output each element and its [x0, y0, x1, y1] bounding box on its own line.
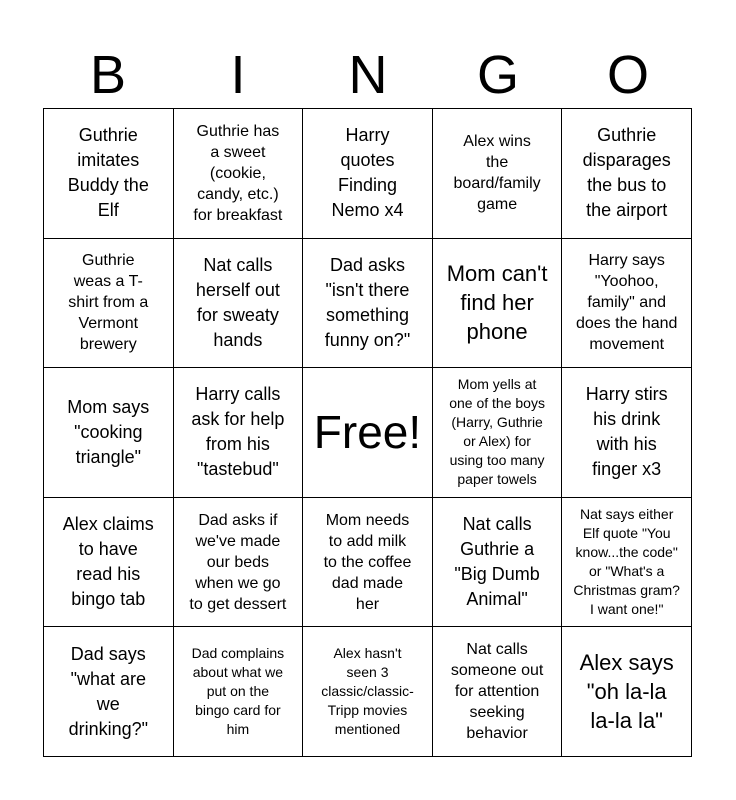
bingo-header [43, 44, 693, 106]
cell-text: Nat calls someone out for attention seeking behavior [450, 641, 544, 743]
cell-text: Nat calls Guthrie a "Big Dumb Animal" [454, 514, 540, 610]
bingo-cell [433, 498, 563, 628]
header-letter-i: I [230, 45, 246, 105]
cell-text: Mom yells at one of the boys (Harry, Guthrie or Alex) for using too many paper towels [449, 376, 545, 488]
cell-text: Dad says "what are we drinking?" [68, 643, 149, 739]
free-space [303, 368, 433, 498]
bingo-cell [174, 368, 304, 498]
header-letter-g: G [476, 45, 519, 105]
cell-text: Dad asks "isn't there something funny on?" [324, 254, 411, 350]
cell-text: Harry stirs his drink with his finger x3 [585, 384, 668, 480]
cell-text: Alex hasn't seen 3 classic/classic- Tripp movies mentioned [321, 645, 414, 738]
cell-text: Mom can't find her phone [446, 261, 548, 345]
cell-text: Nat calls herself out for sweaty hands [195, 254, 280, 350]
bingo-cell [562, 627, 692, 757]
cell-text: Dad asks if we've made our beds when we go to get dessert [189, 511, 287, 613]
cell-text: Harry quotes Finding Nemo x4 [331, 125, 404, 221]
bingo-cell [562, 368, 692, 498]
bingo-cell [562, 239, 692, 369]
bingo-cell [303, 239, 433, 369]
bingo-cell [433, 109, 563, 239]
bingo-cell [44, 498, 174, 628]
bingo-cell [44, 239, 174, 369]
cell-text: Guthrie has a sweet (cookie, candy, etc.) for breakfast [193, 122, 283, 224]
cell-text: Harry calls ask for help from his "tastebud" [191, 384, 285, 480]
cell-text: Mom says "cooking triangle" [67, 396, 150, 467]
bingo-cell [44, 109, 174, 239]
bingo-cell [433, 239, 563, 369]
cell-text: Guthrie disparages the bus to the airport [582, 125, 671, 221]
cell-text: Dad complains about what we put on the bingo card for him [191, 645, 285, 738]
bingo-cell [44, 368, 174, 498]
bingo-cell [562, 498, 692, 628]
cell-text: Guthrie weas a T- shirt from a Vermont brewery [68, 252, 149, 354]
bingo-cell [174, 239, 304, 369]
cell-text: Harry says "Yoohoo, family" and does the hand movement [575, 252, 678, 354]
header-letter-o: O [606, 45, 649, 105]
cell-text: Guthrie imitates Buddy the Elf [67, 125, 149, 221]
cell-text: Alex wins the board/family game [453, 133, 541, 214]
bingo-cell [303, 498, 433, 628]
bingo-cell [562, 109, 692, 239]
bingo-cell [433, 627, 563, 757]
bingo-cell [44, 627, 174, 757]
bingo-grid [43, 108, 692, 757]
cell-text: Mom needs to add milk to the coffee dad made her [323, 511, 412, 613]
cell-text: Alex says "oh la-la la-la la" [579, 650, 674, 734]
bingo-cell [174, 498, 304, 628]
header-letter-b: B [89, 45, 127, 105]
bingo-cell [303, 109, 433, 239]
bingo-cell [174, 627, 304, 757]
cell-text: Nat says either Elf quote "You know...the code" or "What's a Christmas gram? I want one!" [573, 506, 680, 618]
cell-text: Alex claims to have read his bingo tab [62, 514, 154, 610]
bingo-cell [303, 627, 433, 757]
free-space-text: Free! [313, 406, 422, 459]
bingo-cell [433, 368, 563, 498]
header-letter-n: N [348, 45, 388, 105]
bingo-cell [174, 109, 304, 239]
